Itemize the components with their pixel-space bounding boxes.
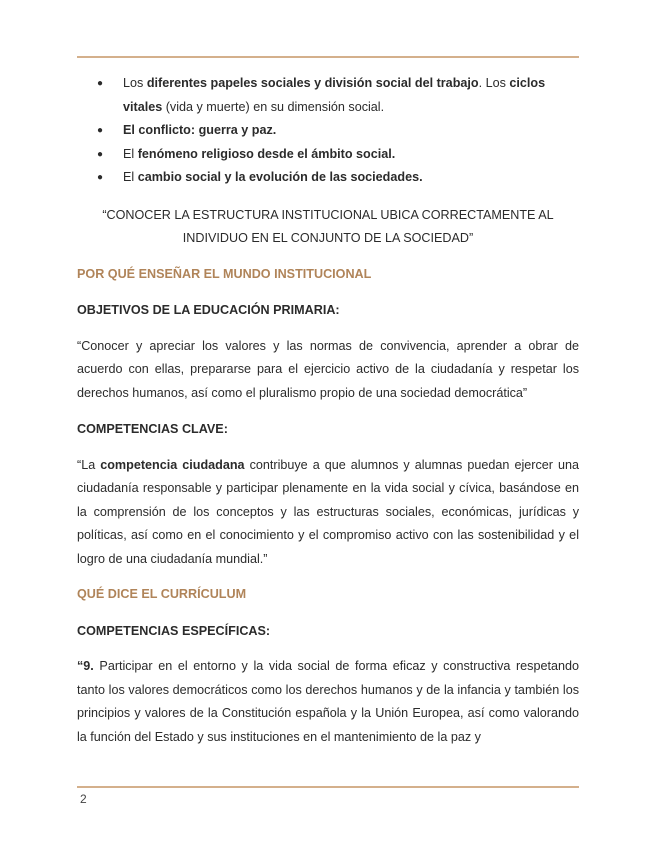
bullet-text-segment: fenómeno religioso desde el ámbito social. [137, 146, 396, 161]
list-item [77, 143, 579, 167]
list-item [77, 119, 579, 143]
page-number: 2 [80, 792, 87, 806]
bullet-icon: ● [97, 78, 104, 89]
competencias-bold: competencia ciudadana [100, 457, 245, 472]
bullet-text-segment: Los [123, 76, 147, 90]
center-quote: “CONOCER LA ESTRUCTURA INSTITUCIONAL UBICA CORRECTAMENTE AL INDIVIDUO EN EL CONJUNTO DE LA SOCIEDAD” [102, 207, 554, 245]
bullet-text-segment: El [123, 170, 138, 184]
especificas-paragraph [77, 655, 579, 749]
bullet-text-segment: diferentes papeles sociales y división social del trabajo [146, 76, 479, 90]
header-rule [77, 56, 579, 58]
especificas-number: “9. [77, 659, 94, 673]
section-title-curriculum: QUÉ DICE EL CURRÍCULUM [77, 587, 247, 601]
bullet-text-segment: cambio social y la evolución de las sociedades. [137, 170, 423, 184]
objetivos-paragraph: “Conocer y apreciar los valores y las normas de convivencia, aprender a obrar de acuerdo con ellas, prepararse para el ejercicio activo de la ciudadanía y respetar los derechos humanos, así como el pluralismo propio de una sociedad democrática” [77, 338, 579, 400]
page-content [77, 72, 579, 749]
competencias-post: contribuye a que alumnos y alumnas puedan ejercer una ciudadanía responsable y participar plenamente en la vida social y cívica, basándose en la comprensión de los conceptos y las estructuras sociales, económicas, jurídicas y políticas, así como en el conocimiento y el compromiso activo con las sostenibilidad y el logro de una ciudadanía mundial.” [77, 457, 579, 566]
competencias-heading: COMPETENCIAS CLAVE: [77, 422, 228, 436]
bullet-text-segment: . Los [478, 76, 510, 90]
list-item [77, 72, 579, 119]
section-title-mundo-institucional: POR QUÉ ENSEÑAR EL MUNDO INSTITUCIONAL [77, 266, 372, 281]
bullet-list [77, 72, 579, 190]
especificas-heading: COMPETENCIAS ESPECÍFICAS: [77, 623, 271, 638]
bullet-icon: ● [97, 125, 104, 136]
bullet-text-segment: ciclos vitales [123, 76, 546, 114]
bullet-text-segment: (vida y muerte) en su dimensión social. [162, 99, 385, 114]
footer-rule [77, 786, 579, 788]
objetivos-heading: OBJETIVOS DE LA EDUCACIÓN PRIMARIA: [77, 303, 340, 317]
list-item [77, 166, 579, 190]
especificas-text: Participar en el entorno y la vida social de forma eficaz y constructiva respetando tanto los valores democráticos como los derechos humanos y de la infancia y también los principios y valores de la Constitución española y la Unión Europea, así como valorando la función del Estado y sus instituciones en el mantenimiento de la paz y [77, 659, 579, 744]
bullet-text-segment: El [123, 146, 138, 161]
competencias-paragraph [77, 454, 579, 572]
bullet-icon: ● [97, 172, 104, 183]
competencias-pre: “La [77, 457, 101, 472]
bullet-text-segment: El conflicto: guerra y paz. [123, 123, 277, 137]
bullet-icon: ● [97, 148, 104, 160]
